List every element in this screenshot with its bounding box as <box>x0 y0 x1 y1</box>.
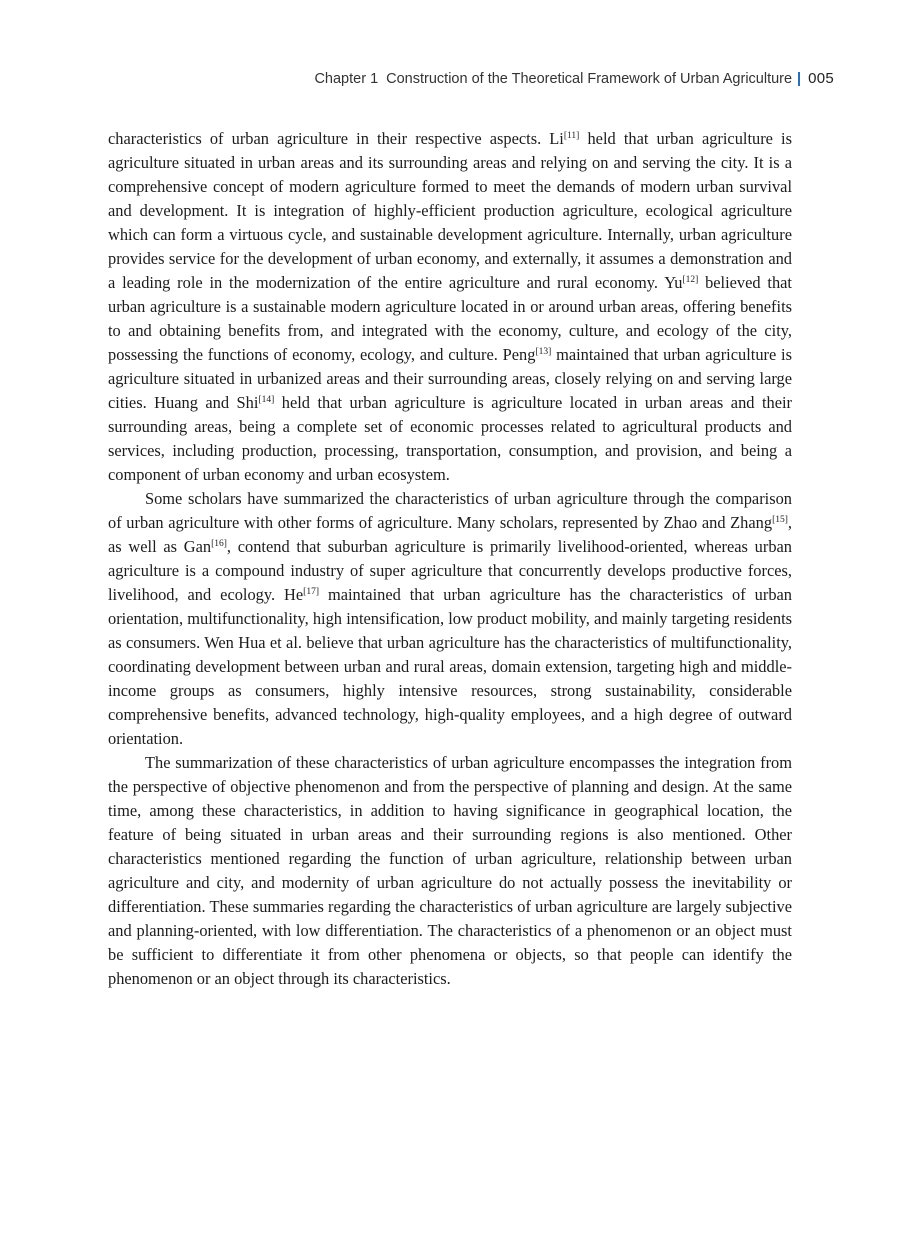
citation-ref: [17] <box>303 587 319 597</box>
citation-ref: [14] <box>258 395 275 405</box>
paragraph <box>108 127 792 487</box>
running-header <box>314 70 834 87</box>
citation-ref: [12] <box>682 275 699 285</box>
header-divider <box>798 72 800 86</box>
text-run: The summarization of these characteristics of urban agriculture encompasses the integration from the perspective of objective phenomenon and from the perspective of planning and design. At the same time, among these characteristics, in addition to having significance in geographical location, the feature of being situated in urban areas and their surrounding regions is also mentioned. Other characteristics mentioned regarding the function of urban agriculture, relationship between urban agriculture and city, and modernity of urban agriculture do not actually possess the inevitability or differentiation. These summaries regarding the characteristics of urban agriculture are largely subjective and planning-oriented, with low differentiation. The characteristics of a phenomenon or an object must be sufficient to differentiate it from other phenomena or objects, so that people can identify the phenomenon or an object through its characteristics. <box>108 753 792 988</box>
text-run: believed that urban agriculture is a sustainable modern agriculture located in or around urban areas, offering benefits to and obtaining benefits from, and integrated with the economy, culture, and ecology of the city, possessing the functions of economy, ecology, and culture. Peng <box>108 273 792 364</box>
text-run: , contend that suburban agriculture is primarily livelihood-oriented, whereas urban agriculture is a compound industry of super agriculture that concurrently develops productive forces, livelihood, and ecology. He <box>108 537 792 604</box>
citation-ref: [16] <box>211 539 227 549</box>
citation-ref: [13] <box>535 347 552 357</box>
text-run: held that urban agriculture is agriculture situated in urban areas and its surrounding areas and relying on and serving the city. It is a comprehensive concept of modern agriculture formed to meet the demands of modern urban survival and development. It is integration of highly-efficient production agriculture, ecological agriculture which can form a virtuous cycle, and sustainable development agriculture. Internally, urban agriculture provides service for the development of urban economy, and externally, it assumes a demonstration and a leading role in the modernization of the entire agriculture and rural economy. Yu <box>108 129 792 292</box>
paragraph <box>108 487 792 751</box>
page-number: 005 <box>808 70 834 87</box>
text-run: Some scholars have summarized the characteristics of urban agriculture through the comparison of urban agriculture with other forms of agriculture. Many scholars, represented by Zhao and Zhang <box>108 489 792 532</box>
text-run: , as well as Gan <box>108 513 792 556</box>
text-run: characteristics of urban agriculture in their respective aspects. Li <box>108 129 564 148</box>
body-text <box>108 127 792 991</box>
text-run: held that urban agriculture is agriculture located in urban areas and their surrounding areas, being a complete set of economic processes related to agricultural products and services, including production, processing, transportation, consumption, and provision, and being a component of urban economy and urban ecosystem. <box>108 393 793 484</box>
text-run: maintained that urban agriculture is agriculture situated in urbanized areas and their surrounding areas, closely relying on and serving large cities. Huang and Shi <box>108 345 792 412</box>
text-run: maintained that urban agriculture has the characteristics of urban orientation, multifunctionality, high intensification, low product mobility, and mainly targeting residents as consumers. Wen Hua et al. believe that urban agriculture has the characteristics of multifunctionality, coordinating development between urban and rural areas, domain extension, targeting high and middle-income groups as consumers, highly intensive resources, strong sustainability, considerable comprehensive benefits, advanced technology, high-quality employees, and a high degree of outward orientation. <box>108 585 792 748</box>
chapter-title: Construction of the Theoretical Framework of Urban Agriculture <box>386 70 793 87</box>
paragraph <box>108 751 792 991</box>
citation-ref: [15] <box>772 515 788 525</box>
chapter-label: Chapter 1 <box>314 70 379 87</box>
citation-ref: [11] <box>563 131 580 141</box>
